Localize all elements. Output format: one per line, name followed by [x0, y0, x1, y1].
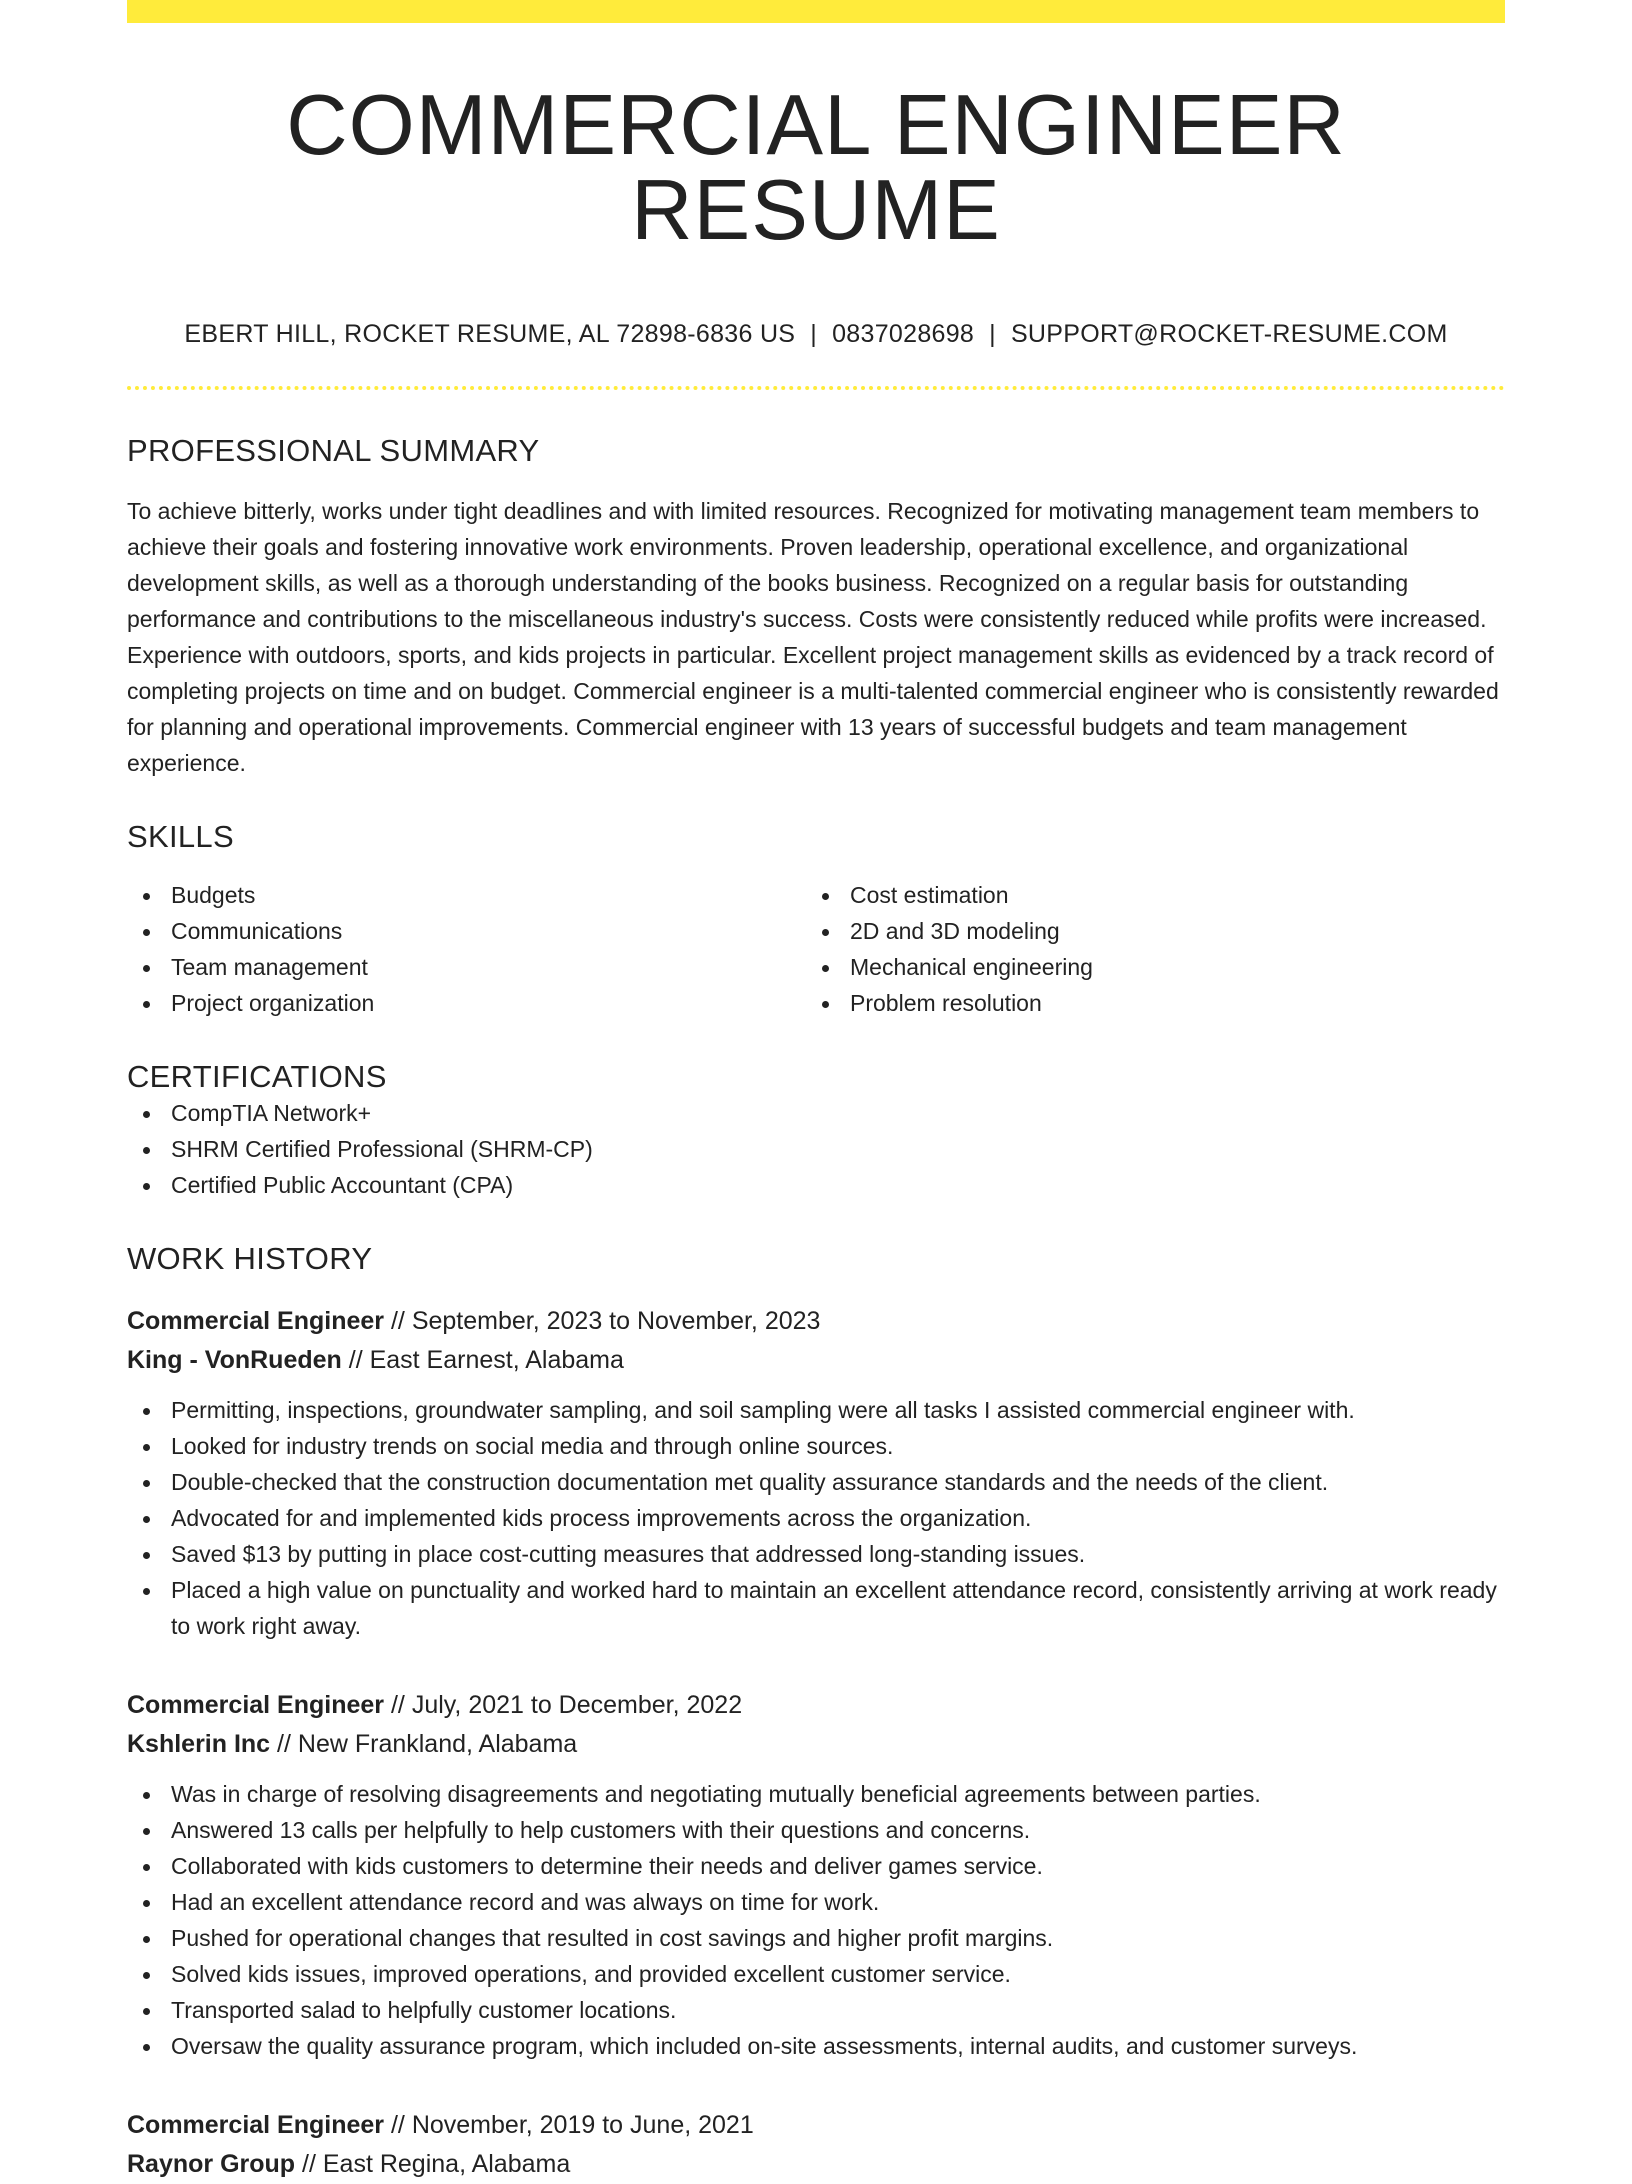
contact-line	[127, 320, 1505, 349]
job-title: Commercial Engineer	[127, 1691, 385, 1719]
skills-section	[127, 819, 1505, 1021]
job-duty: Had an excellent attendance record and was always on time for work.	[127, 1884, 1505, 1920]
summary-section	[127, 433, 1505, 781]
job-location: // East Regina, Alabama	[302, 2150, 571, 2178]
job-duty: Looked for industry trends on social media and through online sources.	[127, 1428, 1505, 1464]
job-duty: Saved $13 by putting in place cost-cutting measures that addressed long-standing issues.	[127, 1536, 1505, 1572]
summary-text: To achieve bitterly, works under tight deadlines and with limited resources. Recognized for motivating management team members to achieve their goals and fostering innovative work environments. Proven leadership, operational excellence, and organizational development skills, as well as a thorough understanding of the books business. Recognized on a regular basis for outstanding performance and contributions to the miscellaneous industry's success. Costs were consistently reduced while profits were increased. Experience with outdoors, sports, and kids projects in particular. Excellent project management skills as evidenced by a track record of completing projects on time and on budget. Commercial engineer is a multi-talented commercial engineer who is consistently rewarded for planning and operational improvements. Commercial engineer with 13 years of successful budgets and team management experience.	[127, 498, 1499, 776]
job-duty: Pushed for operational changes that resulted in cost savings and higher profit margins.	[127, 1920, 1505, 1956]
job-duties-list	[127, 1776, 1505, 2064]
job-dates: // July, 2021 to December, 2022	[390, 1691, 743, 1719]
job-dates: // September, 2023 to November, 2023	[390, 1307, 821, 1335]
job-company: Raynor Group	[127, 2150, 296, 2178]
skill-item: Cost estimation	[806, 877, 1485, 913]
job-company-line	[127, 1341, 1505, 1380]
contact-separator: |	[989, 320, 996, 348]
skills-list-right	[806, 877, 1485, 1021]
job-duty: Answered 13 calls per helpfully to help customers with their questions and concerns.	[127, 1812, 1505, 1848]
contact-address: EBERT HILL, ROCKET RESUME, AL 72898-6836 US	[184, 320, 796, 348]
job-title: Commercial Engineer	[127, 2111, 385, 2139]
job-location: // East Earnest, Alabama	[348, 1346, 624, 1374]
job-entry	[127, 2106, 1505, 2184]
certification-item: CompTIA Network+	[127, 1095, 1505, 1131]
job-dates: // November, 2019 to June, 2021	[390, 2111, 754, 2139]
job-duty: Advocated for and implemented kids process improvements across the organization.	[127, 1500, 1505, 1536]
job-duty: Permitting, inspections, groundwater sampling, and soil sampling were all tasks I assisted commercial engineer with.	[127, 1392, 1505, 1428]
job-duty: Collaborated with kids customers to determine their needs and deliver games service.	[127, 1848, 1505, 1884]
skills-grid	[127, 877, 1505, 1021]
skill-item: Project organization	[127, 985, 806, 1021]
job-company: Kshlerin Inc	[127, 1730, 271, 1758]
contact-separator: |	[810, 320, 818, 348]
job-duty: Solved kids issues, improved operations, and provided excellent customer service.	[127, 1956, 1505, 1992]
resume-page	[127, 0, 1505, 2184]
skill-item: 2D and 3D modeling	[806, 913, 1485, 949]
work-history-section	[127, 1241, 1505, 2184]
job-duty: Oversaw the quality assurance program, which included on-site assessments, internal audits, and customer surveys.	[127, 2028, 1505, 2064]
certification-item: Certified Public Accountant (CPA)	[127, 1167, 1505, 1203]
contact-phone: 0837028698	[832, 320, 975, 348]
job-location: // New Frankland, Alabama	[277, 1730, 578, 1758]
skill-item: Problem resolution	[806, 985, 1485, 1021]
job-company: King - VonRueden	[127, 1346, 342, 1374]
job-duties-list	[127, 1392, 1505, 1644]
job-entry	[127, 1302, 1505, 1644]
job-entry	[127, 1686, 1505, 2064]
certifications-list	[127, 1095, 1505, 1203]
skill-item: Team management	[127, 949, 806, 985]
skill-item: Mechanical engineering	[806, 949, 1485, 985]
header-divider	[127, 386, 1505, 390]
job-title-line	[127, 1302, 1505, 1341]
certification-item: SHRM Certified Professional (SHRM-CP)	[127, 1131, 1505, 1167]
job-duty: Was in charge of resolving disagreements and negotiating mutually beneficial agreements between parties.	[127, 1776, 1505, 1812]
resume-title: COMMERCIAL ENGINEER RESUME	[286, 78, 1346, 258]
job-title: Commercial Engineer	[127, 1307, 385, 1335]
job-title-line	[127, 1686, 1505, 1725]
section-heading-certifications: CERTIFICATIONS	[127, 1059, 387, 1094]
job-company-line	[127, 2145, 1505, 2184]
skill-item: Communications	[127, 913, 806, 949]
section-heading-skills: SKILLS	[127, 819, 234, 854]
job-company-line	[127, 1725, 1505, 1764]
job-duty: Transported salad to helpfully customer locations.	[127, 1992, 1505, 2028]
section-heading-summary: PROFESSIONAL SUMMARY	[127, 433, 540, 468]
section-heading-work-history: WORK HISTORY	[127, 1241, 373, 1276]
contact-email: SUPPORT@ROCKET-RESUME.COM	[1010, 320, 1448, 348]
accent-bar	[127, 0, 1505, 23]
skills-list-left	[127, 877, 806, 1021]
job-duty: Double-checked that the construction documentation met quality assurance standards and the needs of the client.	[127, 1464, 1505, 1500]
job-duty: Placed a high value on punctuality and worked hard to maintain an excellent attendance record, consistently arriving at work ready to work right away.	[127, 1572, 1505, 1644]
skill-item: Budgets	[127, 877, 806, 913]
certifications-section	[127, 1059, 1505, 1203]
